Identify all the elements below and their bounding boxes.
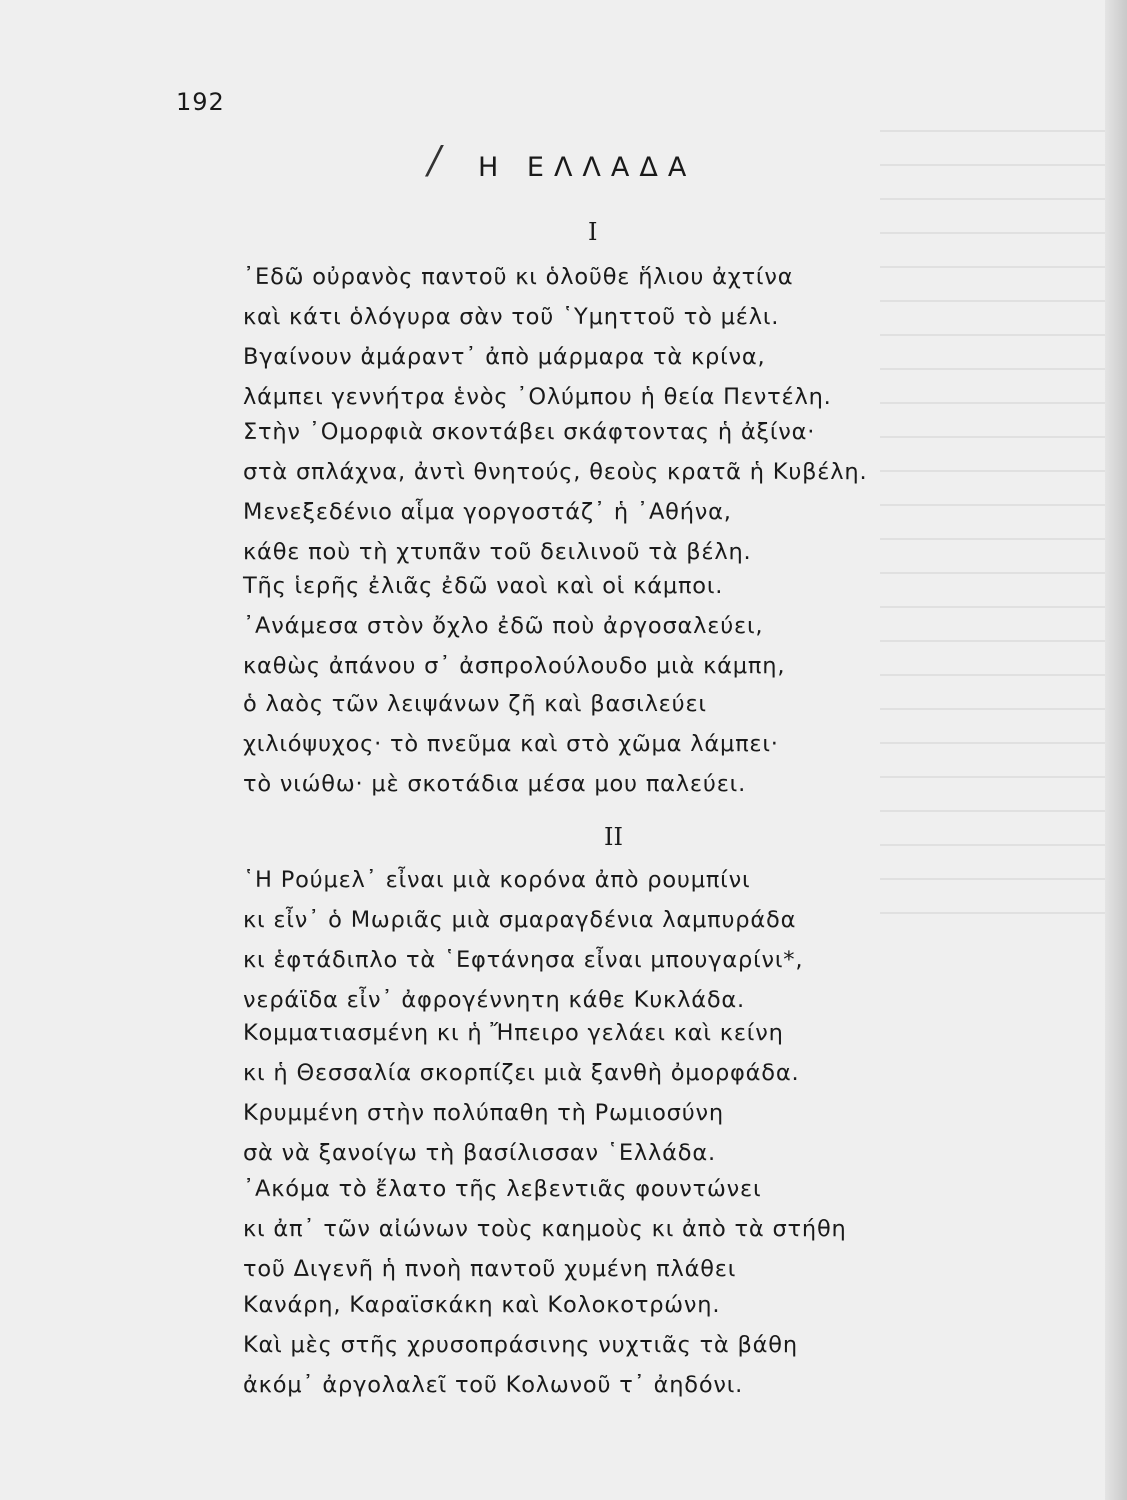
handwritten-margin-mark: / — [428, 138, 441, 182]
verse-line: τοῦ Διγενῆ ἡ πνοὴ παντοῦ χυμένη πλάθει — [243, 1256, 737, 1282]
verse-line: ᾿Εδῶ οὐρανὸς παντοῦ κι ὁλοῦθε ἥλιου ἀχτίνα — [243, 264, 794, 290]
verse-line: κάθε ποὺ τὴ χτυπᾶν τοῦ δειλινοῦ τὰ βέλη. — [243, 539, 752, 565]
verse-line: Καὶ μὲς στῆς χρυσοπράσινης νυχτιᾶς τὰ βάθη — [243, 1332, 798, 1358]
verse-line: ῾Η Ρούμελ᾿ εἶναι μιὰ κορόνα ἀπὸ ρουμπίνι — [243, 867, 751, 893]
stanza — [243, 257, 832, 417]
verse-line: λάμπει γεννήτρα ἑνὸς ᾿Ολύμπου ἡ θεία Πεντέλη. — [243, 384, 832, 410]
verse-line: νεράϊδα εἶν᾿ ἀφρογέννητη κάθε Κυκλάδα. — [243, 987, 746, 1013]
verse-line: κι ἡ Θεσσαλία σκορπίζει μιὰ ξανθὴ ὀμορφάδα. — [243, 1060, 800, 1086]
show-through-text — [880, 130, 1110, 930]
stanza — [243, 684, 779, 804]
verse-line: χιλιόψυχος· τὸ πνεῦμα καὶ στὸ χῶμα λάμπει· — [243, 731, 779, 757]
verse-line: Κρυμμένη στὴν πολύπαθη τὴ Ρωμιοσύνη — [243, 1100, 724, 1126]
verse-line: Βγαίνουν ἀμάραντ᾿ ἀπὸ μάρμαρα τὰ κρίνα, — [243, 344, 766, 370]
verse-line: κι ἑφτάδιπλο τὰ ῾Εφτάνησα εἶναι μπουγαρίνι*, — [243, 947, 804, 973]
part-one-numeral: Ι — [588, 218, 598, 246]
verse-line: ᾿Ακόμα τὸ ἔλατο τῆς λεβεντιᾶς φουντώνει — [243, 1176, 762, 1202]
stanza — [243, 412, 867, 572]
page-edge-shadow — [1105, 0, 1127, 1500]
verse-line: Κανάρη, Καραϊσκάκη καὶ Κολοκοτρώνη. — [243, 1292, 721, 1318]
page-number: 192 — [176, 88, 225, 116]
verse-line: Τῆς ἱερῆς ἐλιᾶς ἐδῶ ναοὶ καὶ οἱ κάμποι. — [243, 573, 724, 599]
verse-line: τὸ νιώθω· μὲ σκοτάδια μέσα μου παλεύει. — [243, 771, 747, 797]
verse-line: στὰ σπλάχνα, ἀντὶ θνητούς, θεοὺς κρατᾶ ἡ Κυβέλη. — [243, 459, 868, 485]
poem-title: Η ΕΛΛΑΔΑ — [478, 152, 697, 183]
verse-line: Κομματιασμένη κι ἡ Ἤπειρο γελάει καὶ κείνη — [243, 1020, 784, 1046]
verse-line: ᾿Ανάμεσα στὸν ὄχλο ἐδῶ ποὺ ἀργοσαλεύει, — [243, 613, 764, 639]
verse-line: κι εἶν᾿ ὁ Μωριᾶς μιὰ σμαραγδένια λαμπυράδα — [243, 907, 797, 933]
verse-line: καθὼς ἀπάνου σ᾿ ἀσπρολούλουδο μιὰ κάμπη, — [243, 653, 786, 679]
verse-line: Στὴν ᾿Ομορφιὰ σκοντάβει σκάφτοντας ἡ ἀξίνα· — [243, 419, 816, 445]
verse-line: σὰ νὰ ξανοίγω τὴ βασίλισσαν ῾Ελλάδα. — [243, 1140, 716, 1166]
verse-line: Μενεξεδένιο αἷμα γοργοστάζ᾿ ἡ ᾿Αθήνα, — [243, 499, 732, 525]
stanza — [243, 1285, 798, 1405]
part-two-numeral: ΙΙ — [604, 823, 623, 851]
verse-line: ἀκόμ᾿ ἀργολαλεῖ τοῦ Κολωνοῦ τ᾿ ἀηδόνι. — [243, 1372, 744, 1398]
stanza — [243, 1013, 799, 1173]
verse-line: καὶ κάτι ὁλόγυρα σὰν τοῦ ῾Υμηττοῦ τὸ μέλι. — [243, 304, 780, 330]
verse-line: κι ἀπ᾿ τῶν αἰώνων τοὺς καημοὺς κι ἀπὸ τὰ στήθη — [243, 1216, 847, 1242]
stanza — [243, 566, 785, 686]
verse-line: ὁ λαὸς τῶν λειψάνων ζῆ καὶ βασιλεύει — [243, 691, 707, 717]
stanza — [243, 860, 803, 1020]
stanza — [243, 1169, 847, 1289]
